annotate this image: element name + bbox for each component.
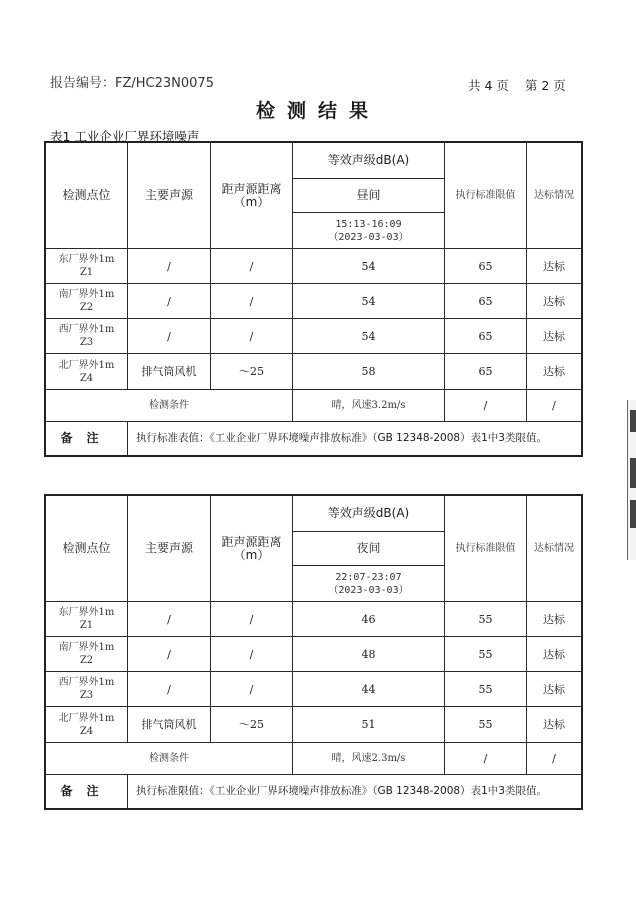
row-point: 北厂界外1m: [58, 712, 115, 724]
table-row: [46, 284, 582, 319]
table-row: [46, 602, 582, 637]
row-code: Z4: [79, 725, 94, 737]
remark-text: 执行标准表值：《工业企业厂界环境噪声排放标准》（GB 12348-2008）表1中3类限值。: [128, 422, 582, 456]
row-source: 排气筒风机: [128, 707, 211, 743]
row-limit: 55: [445, 637, 527, 672]
row-point: 东厂界外1m: [58, 254, 115, 265]
row-code: Z3: [79, 337, 94, 348]
col-header-point: 检测点位: [46, 496, 128, 602]
row-status: 达标: [527, 249, 582, 284]
table-row: [46, 672, 582, 707]
row-status: 达标: [527, 672, 582, 707]
col-header-point: 检测点位: [46, 143, 128, 249]
row-limit: 55: [445, 602, 527, 637]
conditions-status: /: [527, 743, 582, 775]
row-status: 达标: [527, 637, 582, 672]
row-distance: /: [211, 637, 293, 672]
row-code: Z2: [79, 302, 94, 313]
row-value: 48: [293, 637, 445, 672]
row-value: 51: [293, 707, 445, 743]
col-header-distance: 距声源距离（m）: [211, 143, 293, 249]
col-header-limit: 执行标准限值: [445, 496, 527, 602]
total-pages: 共 4 页: [468, 78, 509, 93]
row-value: 44: [293, 672, 445, 707]
row-source: /: [128, 284, 211, 319]
col-header-status: 达标情况: [527, 496, 582, 602]
page-indicator: [468, 76, 566, 94]
row-value: 54: [293, 284, 445, 319]
table-row: [46, 637, 582, 672]
table-row: [46, 354, 582, 390]
conditions-label: 检测条件: [46, 390, 293, 422]
col-header-source: 主要声源: [128, 143, 211, 249]
conditions-value: 晴，风速2.3m/s: [293, 743, 445, 775]
remark-row: [46, 422, 582, 456]
row-distance: /: [211, 319, 293, 354]
conditions-limit: /: [445, 390, 527, 422]
night-date: （2023-03-03）: [328, 584, 409, 596]
period-day: 昼间: [293, 179, 445, 213]
remark-text: 执行标准限值：《工业企业厂界环境噪声排放标准》（GB 12348-2008）表1中3类限值。: [128, 775, 582, 809]
conditions-status: /: [527, 390, 582, 422]
row-status: 达标: [527, 602, 582, 637]
row-limit: 55: [445, 707, 527, 743]
period-night: 夜间: [293, 532, 445, 566]
col-header-status: 达标情况: [527, 143, 582, 249]
page-title: 检测结果: [255, 100, 380, 122]
row-source: /: [128, 602, 211, 637]
row-distance: /: [211, 672, 293, 707]
report-number: 报告编号：FZ/HC23N0075: [50, 76, 214, 91]
col-header-distance: 距声源距离（m）: [211, 496, 293, 602]
day-time-range: 15:13-16:09: [335, 218, 402, 230]
row-limit: 65: [445, 319, 527, 354]
row-source: 排气筒风机: [128, 354, 211, 390]
page-number: 第 2 页: [524, 78, 566, 93]
row-limit: 65: [445, 354, 527, 390]
row-point: 南厂界外1m: [58, 289, 115, 300]
table-row: [46, 707, 582, 743]
row-distance: ～25: [211, 354, 293, 390]
remark-label: 备注: [46, 775, 128, 809]
row-status: 达标: [527, 284, 582, 319]
row-value: 46: [293, 602, 445, 637]
row-source: /: [128, 249, 211, 284]
row-point: 南厂界外1m: [58, 642, 115, 653]
row-distance: /: [211, 602, 293, 637]
row-limit: 65: [445, 249, 527, 284]
row-status: 达标: [527, 319, 582, 354]
conditions-row: [46, 743, 582, 775]
row-point: 西厂界外1m: [58, 677, 115, 688]
row-value: 58: [293, 354, 445, 390]
table-row: [46, 249, 582, 284]
remark-label: 备注: [46, 422, 128, 456]
conditions-label: 检测条件: [46, 743, 293, 775]
row-distance: ～25: [211, 707, 293, 743]
row-status: 达标: [527, 354, 582, 390]
row-point: 西厂界外1m: [58, 324, 115, 335]
day-noise-table: [45, 142, 582, 456]
row-distance: /: [211, 284, 293, 319]
night-time-range: 22:07-23:07: [335, 571, 402, 583]
day-time-cell: [293, 213, 445, 249]
col-header-leq: 等效声级dB(A): [293, 496, 445, 532]
row-point: 北厂界外1m: [58, 359, 115, 371]
row-limit: 65: [445, 284, 527, 319]
row-distance: /: [211, 249, 293, 284]
night-time-cell: [293, 566, 445, 602]
table-caption: 表1 工业企业厂界环境噪声: [50, 129, 200, 144]
row-source: /: [128, 637, 211, 672]
col-header-limit: 执行标准限值: [445, 143, 527, 249]
conditions-value: 晴，风速3.2m/s: [293, 390, 445, 422]
col-header-source: 主要声源: [128, 496, 211, 602]
row-source: /: [128, 319, 211, 354]
col-header-leq: 等效声级dB(A): [293, 143, 445, 179]
row-code: Z4: [79, 372, 94, 384]
row-value: 54: [293, 319, 445, 354]
adjacent-page-edge: [627, 400, 636, 560]
table-row: [46, 319, 582, 354]
conditions-row: [46, 390, 582, 422]
night-noise-table: [45, 495, 582, 809]
remark-row: [46, 775, 582, 809]
row-limit: 55: [445, 672, 527, 707]
row-code: Z1: [79, 620, 94, 631]
row-status: 达标: [527, 707, 582, 743]
row-value: 54: [293, 249, 445, 284]
row-code: Z2: [79, 655, 94, 666]
day-date: （2023-03-03）: [328, 231, 409, 243]
row-source: /: [128, 672, 211, 707]
conditions-limit: /: [445, 743, 527, 775]
row-point: 东厂界外1m: [58, 607, 115, 618]
row-code: Z3: [79, 690, 94, 701]
row-code: Z1: [79, 267, 94, 278]
